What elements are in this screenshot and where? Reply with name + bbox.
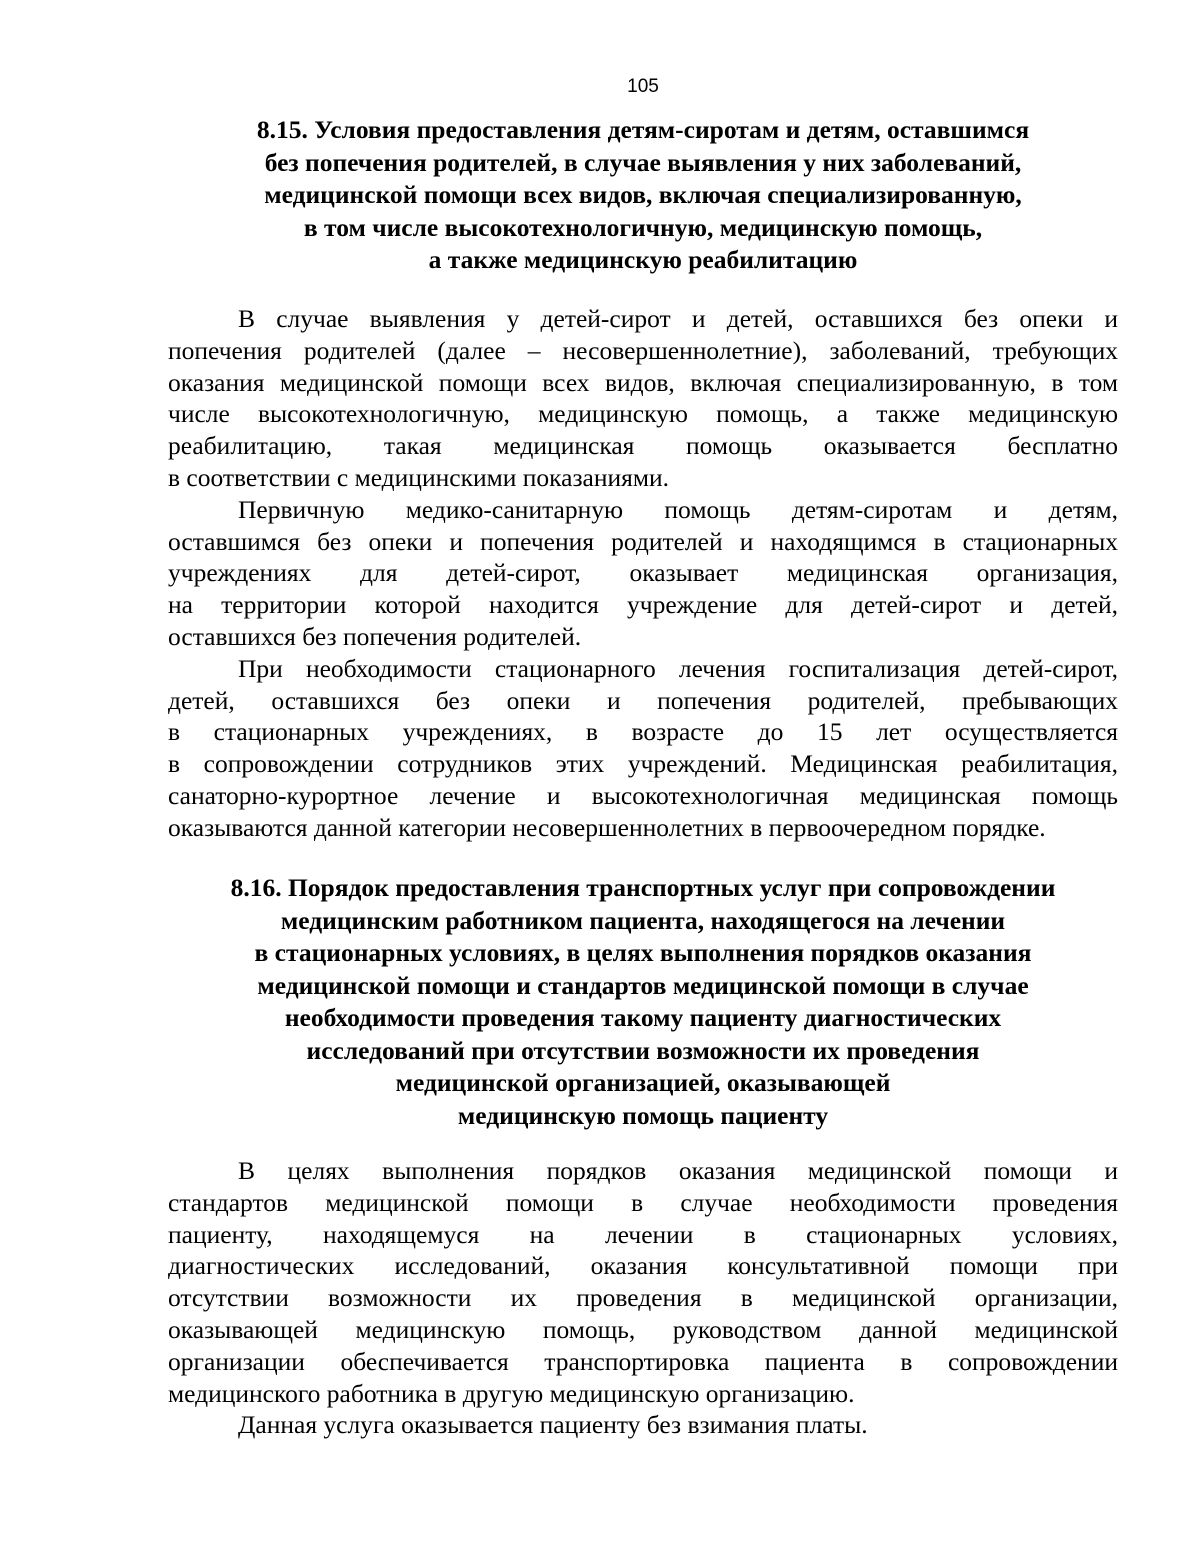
heading-line: в том числе высокотехнологичную, медицинскую помощь, (303, 212, 983, 242)
text-line: реабилитацию, такая медицинская помощь оказывается бесплатно (168, 431, 1118, 461)
heading-line: 8.15. Условия предоставления детям-сиротам и детям, оставшимся (256, 115, 1030, 144)
paragraph (168, 1409, 1118, 1441)
text-line: в стационарных учреждениях, в возрасте до 15 лет осуществляется (168, 717, 1118, 747)
heading-line: необходимости проведения такому пациенту диагностических (284, 1003, 1002, 1032)
heading-line: медицинским работником пациента, находящегося на лечении (280, 905, 1006, 935)
heading-line: исследований при отсутствии возможности их проведения (306, 1035, 980, 1065)
text-line: оставшимся без опеки и попечения родителей и находящимся в стационарных (168, 526, 1118, 556)
heading-line: медицинской помощи всех видов, включая специализированную, (264, 180, 1022, 209)
text-line: оказания медицинской помощи всех видов, включая специализированную, в том (168, 367, 1118, 397)
text-line: медицинского работника в другую медицинскую организацию. (168, 1378, 855, 1408)
heading-line: в стационарных условиях, в целях выполнения порядков оказания (254, 938, 1032, 967)
text-line: оказывающей медицинскую помощь, руководством данной медицинской (168, 1314, 1118, 1344)
section-8-16-heading (168, 872, 1118, 1132)
text-line: оставшихся без попечения родителей. (168, 621, 582, 651)
text-line: на территории которой находится учреждение для детей-сирот и детей, (168, 590, 1118, 620)
paragraph (168, 494, 1118, 653)
heading-line: медицинской организацией, оказывающей (395, 1068, 891, 1097)
text-line: Первичную медико-санитарную помощь детям-сиротам и детям, (238, 494, 1118, 524)
text-line: организации обеспечивается транспортировка пациента в сопровождении (168, 1346, 1118, 1376)
text-line: пациенту, находящемуся на лечении в стационарных условиях, (168, 1219, 1118, 1249)
text-line: В целях выполнения порядков оказания медицинской помощи и (238, 1156, 1118, 1185)
page-number: 105 (627, 76, 659, 97)
text-line: в сопровождении сотрудников этих учреждений. Медицинская реабилитация, (168, 749, 1118, 779)
text-line: Данная услуга оказывается пациенту без взимания платы. (238, 1410, 868, 1440)
text-line: оказываются данной категории несовершеннолетних в первоочередном порядке. (168, 812, 1046, 842)
text-line: В случае выявления у детей-сирот и детей, оставшихся без опеки и (238, 304, 1118, 333)
text-line: детей, оставшихся без опеки и попечения родителей, пребывающих (168, 685, 1118, 715)
heading-line: 8.16. Порядок предоставления транспортных услуг при сопровождении (230, 873, 1056, 902)
text-line: учреждениях для детей-сирот, оказывает медицинская организация, (168, 558, 1118, 588)
paragraph (168, 653, 1118, 844)
section-8-15-body (168, 303, 1118, 844)
paragraph (168, 1155, 1118, 1409)
text-line: стандартов медицинской помощи в случае необходимости проведения (168, 1187, 1118, 1217)
text-line: числе высокотехнологичную, медицинскую помощь, а также медицинскую (168, 399, 1118, 429)
heading-line: медицинской помощи и стандартов медицинской помощи в случае (257, 970, 1029, 1000)
text-line: При необходимости стационарного лечения госпитализация детей-сирот, (238, 653, 1118, 683)
text-line: в соответствии с медицинскими показаниями. (168, 462, 670, 492)
section-8-16-body (168, 1155, 1118, 1441)
text-line: отсутствии возможности их проведения в медицинской организации, (168, 1283, 1118, 1313)
heading-line: без попечения родителей, в случае выявления у них заболеваний, (264, 147, 1022, 177)
section-8-15-heading (168, 114, 1118, 277)
heading-line: а также медицинскую реабилитацию (428, 245, 858, 274)
text-line: попечения родителей (далее – несовершеннолетние), заболеваний, требующих (168, 335, 1118, 365)
text-line: диагностических исследований, оказания консультативной помощи при (168, 1251, 1118, 1281)
text-line: санаторно-курортное лечение и высокотехнологичная медицинская помощь (168, 780, 1118, 810)
paragraph (168, 303, 1118, 494)
heading-line: медицинскую помощь пациенту (457, 1100, 829, 1130)
